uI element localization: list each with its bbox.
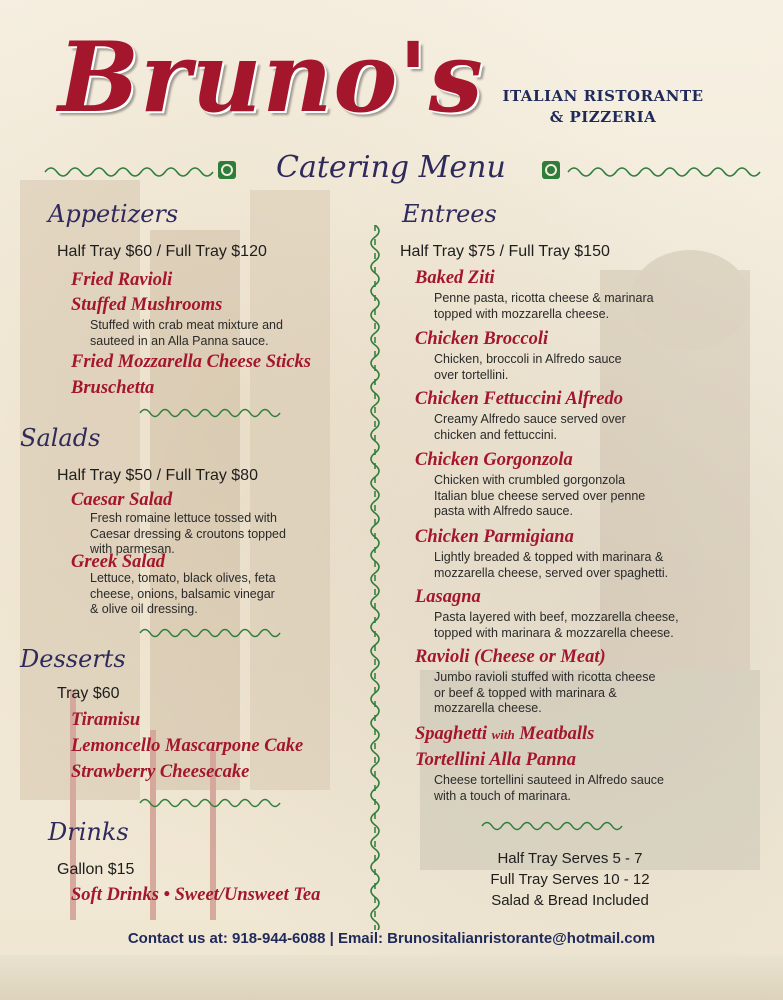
baked-ziti-description <box>434 291 654 322</box>
vine-ornament-icon <box>138 625 288 639</box>
entree-spaghetti-meatballs <box>415 724 594 745</box>
desc-line: pasta with Alfredo sauce. <box>434 504 573 518</box>
restaurant-tagline <box>478 86 728 128</box>
desc-line: Lightly breaded & topped with marinara & <box>434 550 664 564</box>
desc-line: Fresh romaine lettuce tossed with <box>90 511 277 525</box>
celtic-knot-icon <box>542 161 560 179</box>
desc-line: cheese, onions, balsamic vinegar <box>90 586 275 601</box>
salad-caesar: Caesar Salad <box>71 490 173 510</box>
desc-line: Penne pasta, ricotta cheese & marinara <box>434 291 654 305</box>
desc-line: chicken and fettuccini. <box>434 427 557 442</box>
spaghetti-word: Spaghetti <box>415 724 487 744</box>
appetizer-bruschetta: Bruschetta <box>71 378 155 398</box>
desserts-price: Tray $60 <box>57 685 120 702</box>
desc-line: with a touch of marinara. <box>434 788 571 803</box>
ravioli-description <box>434 670 655 717</box>
entree-tortellini: Tortellini Alla Panna <box>415 750 577 770</box>
chicken-parmigiana-description <box>434 550 668 581</box>
dessert-strawberry-cheesecake: Strawberry Cheesecake <box>71 762 250 782</box>
desc-line: Stuffed with crab meat mixture and <box>90 318 283 332</box>
celtic-knot-icon <box>218 161 236 179</box>
desc-line: Chicken, broccoli in Alfredo sauce <box>434 352 622 366</box>
drinks-items: Soft Drinks • Sweet/Unsweet Tea <box>71 885 321 905</box>
lasagna-description <box>434 610 679 641</box>
with-word: with <box>491 727 515 742</box>
desserts-heading: Desserts <box>20 645 126 673</box>
appetizers-heading: Appetizers <box>48 200 179 228</box>
desc-line: topped with mozzarella cheese. <box>434 306 610 321</box>
desc-line: mozzarella cheese, served over spaghetti. <box>434 565 669 580</box>
entree-lasagna: Lasagna <box>415 587 481 607</box>
vertical-vine-divider <box>364 225 386 930</box>
greek-salad-description <box>90 571 276 618</box>
desc-line: Italian blue cheese served over penne <box>434 488 646 503</box>
dessert-lemoncello-cake: Lemoncello Mascarpone Cake <box>71 736 304 756</box>
serves-line: Half Tray Serves 5 - 7 <box>497 850 643 867</box>
desc-line: mozzarella cheese. <box>434 701 542 715</box>
appetizer-fried-mozzarella: Fried Mozzarella Cheese Sticks <box>71 352 311 372</box>
entree-chicken-fettuccini: Chicken Fettuccini Alfredo <box>415 389 623 409</box>
catering-menu-title: Catering Menu <box>276 150 506 185</box>
entrees-price: Half Tray $75 / Full Tray $150 <box>400 243 610 260</box>
desc-line: Cheese tortellini sauteed in Alfredo sauce <box>434 773 665 787</box>
tortellini-description <box>434 773 664 804</box>
salads-price: Half Tray $50 / Full Tray $80 <box>57 467 258 484</box>
chicken-gorgonzola-description <box>434 473 645 520</box>
tagline-line-2: & PIZZERIA <box>549 108 657 126</box>
vine-ornament-icon <box>138 405 288 419</box>
serves-line: Salad & Bread Included <box>491 892 649 909</box>
desc-line: Lettuce, tomato, black olives, feta <box>90 571 276 585</box>
appetizers-price: Half Tray $60 / Full Tray $120 <box>57 243 267 260</box>
entree-chicken-broccoli: Chicken Broccoli <box>415 329 549 349</box>
entree-baked-ziti: Baked Ziti <box>415 268 495 288</box>
desc-line: or beef & topped with marinara & <box>434 685 617 700</box>
desc-line: Jumbo ravioli stuffed with ricotta cheese <box>434 670 656 684</box>
drinks-heading: Drinks <box>48 818 129 846</box>
desc-line: over tortellini. <box>434 367 509 382</box>
entree-chicken-gorgonzola: Chicken Gorgonzola <box>415 450 573 470</box>
entree-ravioli: Ravioli (Cheese or Meat) <box>415 647 606 667</box>
desc-line: & olive oil dressing. <box>90 602 198 616</box>
desc-line: Pasta layered with beef, mozzarella cheese, <box>434 610 679 624</box>
desc-line: Chicken with crumbled gorgonzola <box>434 473 626 487</box>
entree-chicken-parmigiana: Chicken Parmigiana <box>415 527 574 547</box>
meatballs-word: Meatballs <box>519 724 595 744</box>
appetizer-fried-ravioli: Fried Ravioli <box>71 270 173 290</box>
footer-strip <box>0 955 783 1000</box>
desc-line: Caesar dressing & croutons topped <box>90 526 286 541</box>
vine-ornament-icon <box>540 160 770 180</box>
vine-ornament-icon <box>138 795 288 809</box>
desc-line: Creamy Alfredo sauce served over <box>434 412 626 426</box>
chicken-broccoli-description <box>434 352 622 383</box>
salads-heading: Salads <box>20 424 101 452</box>
caesar-salad-description <box>90 511 286 558</box>
dessert-tiramisu: Tiramisu <box>71 710 141 730</box>
appetizer-stuffed-mushrooms: Stuffed Mushrooms <box>71 295 223 315</box>
vine-ornament-icon <box>480 818 630 832</box>
drinks-price: Gallon $15 <box>57 861 135 878</box>
desc-line: topped with marinara & mozzarella cheese. <box>434 625 674 640</box>
stuffed-mushrooms-description <box>90 318 283 349</box>
desc-line: sauteed in an Alla Panna sauce. <box>90 333 269 348</box>
tagline-line-1: ITALIAN RISTORANTE <box>502 87 704 105</box>
entrees-heading: Entrees <box>402 200 497 228</box>
serves-line: Full Tray Serves 10 - 12 <box>490 871 650 888</box>
salad-greek: Greek Salad <box>71 552 166 572</box>
brunos-logo: Bruno's <box>58 21 484 134</box>
contact-line: Contact us at: 918-944-6088 | Email: Brunositalianristorante@hotmail.com <box>127 930 656 947</box>
serving-info <box>440 848 700 911</box>
chicken-fettuccini-description <box>434 412 626 443</box>
vine-ornament-icon <box>40 160 250 180</box>
desc-line: with parmesan. <box>90 542 175 556</box>
